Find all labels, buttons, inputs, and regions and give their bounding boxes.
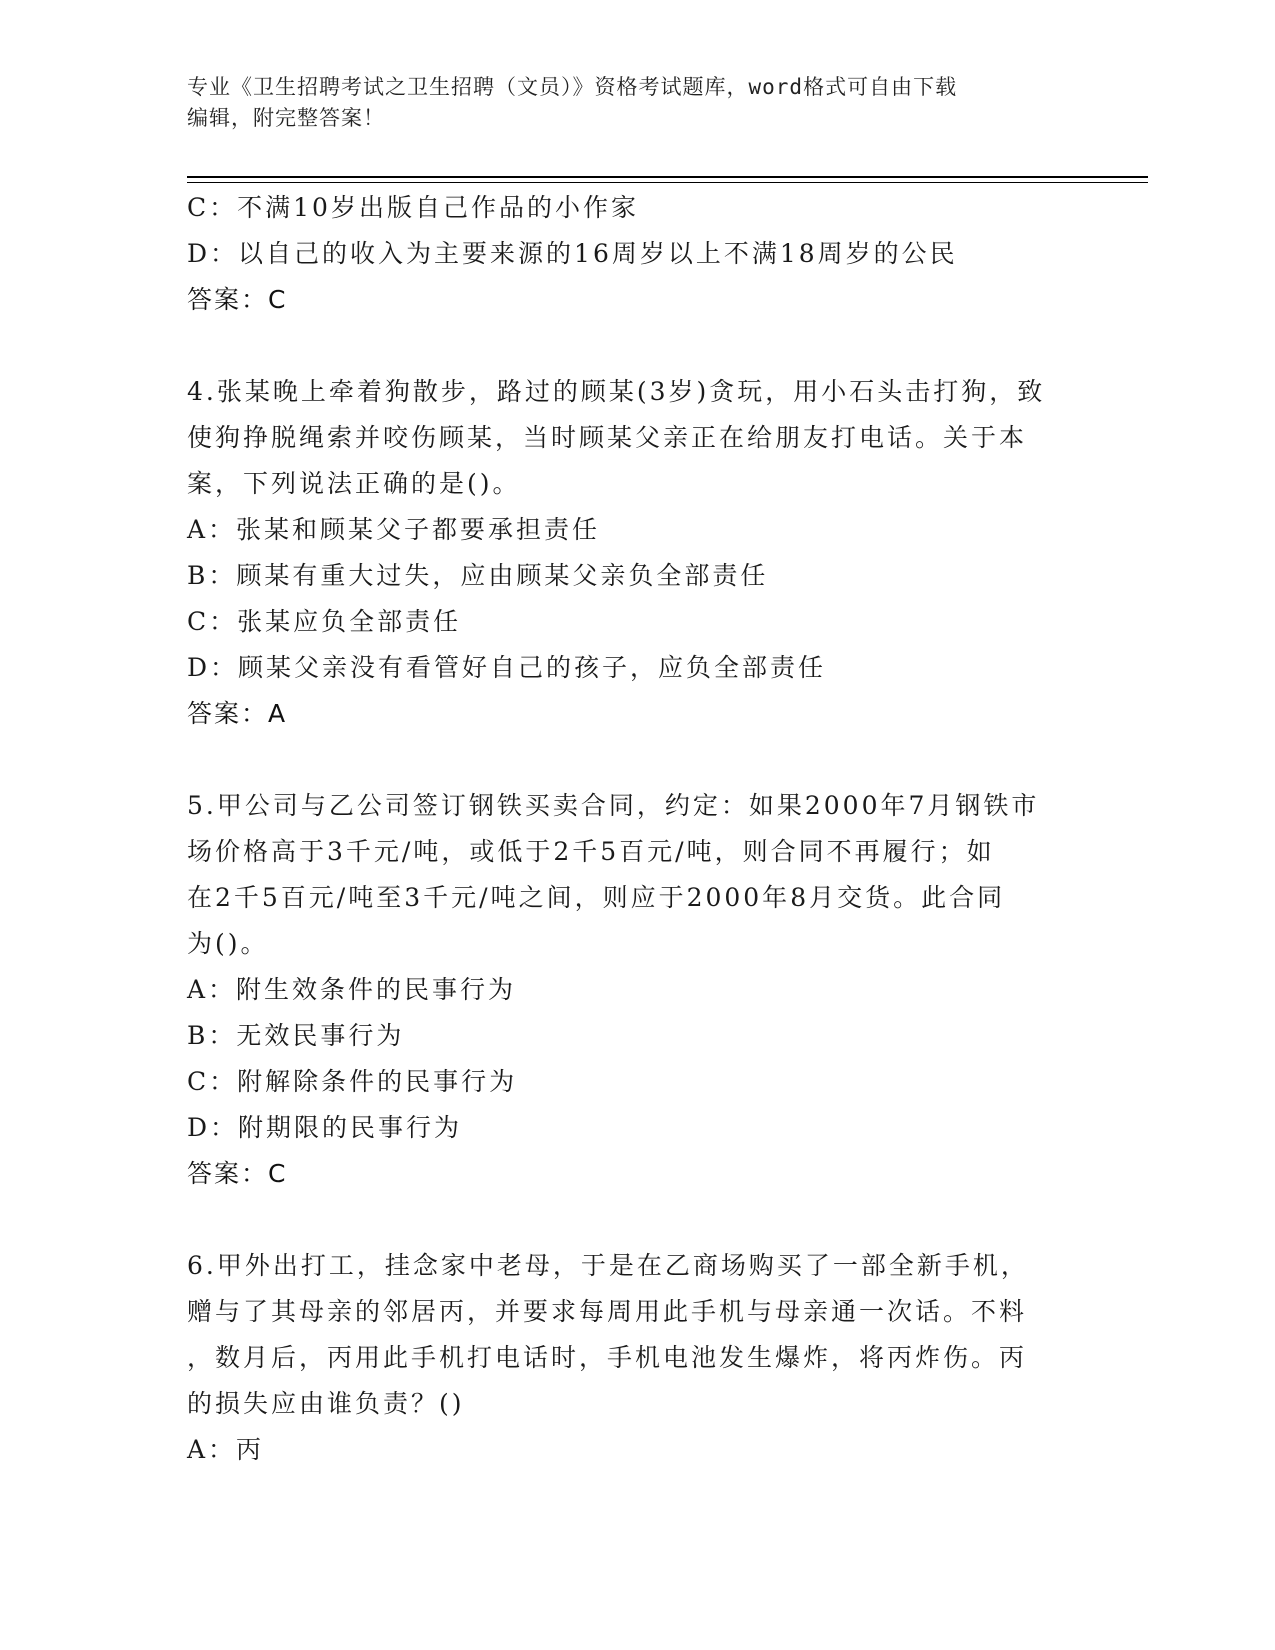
option-a: A：张某和顾某父子都要承担责任 [187, 515, 601, 544]
option-c: C：张某应负全部责任 [187, 607, 462, 636]
question-stem-line: 的损失应由谁负责？() [187, 1389, 465, 1418]
option-a: A：附生效条件的民事行为 [187, 975, 517, 1004]
question-stem-line: 场价格高于3千元/吨，或低于2千5百元/吨，则合同不再履行；如 [187, 837, 995, 866]
header-divider-thick [187, 176, 1148, 178]
question-spacer [187, 323, 1087, 369]
option-b: B：顾某有重大过失，应由顾某父亲负全部责任 [187, 561, 769, 590]
question-list [187, 185, 1087, 1473]
header-line-2: 编辑，附完整答案！ [187, 106, 385, 130]
option-d: D：顾某父亲没有看管好自己的孩子，应负全部责任 [187, 653, 827, 682]
option-d: D：以自己的收入为主要来源的16周岁以上不满18周岁的公民 [187, 239, 958, 268]
answer-label: 答案：C [187, 1159, 288, 1188]
question-stem-line: 在2千5百元/吨至3千元/吨之间，则应于2000年8月交货。此合同 [187, 883, 1006, 912]
question-4 [187, 369, 1087, 737]
option-b: B：无效民事行为 [187, 1021, 405, 1050]
option-c: C：不满10岁出版自己作品的小作家 [187, 193, 639, 222]
option-c: C：附解除条件的民事行为 [187, 1067, 518, 1096]
question-stem-line: 为()。 [187, 929, 269, 958]
question-stem-line: ，数月后，丙用此手机打电话时，手机电池发生爆炸，将丙炸伤。丙 [187, 1343, 1028, 1372]
header-divider-thin [187, 182, 1148, 183]
document-header [187, 72, 1087, 134]
question-6 [187, 1243, 1087, 1473]
question-stem-line: 赠与了其母亲的邻居丙，并要求每周用此手机与母亲通一次话。不料 [187, 1297, 1028, 1326]
header-line-1: 专业《卫生招聘考试之卫生招聘（文员）》资格考试题库，word格式可自由下载 [187, 75, 958, 99]
question-stem-line: 案，下列说法正确的是()。 [187, 469, 521, 498]
question-5 [187, 783, 1087, 1197]
answer-label: 答案：A [187, 699, 288, 728]
question-stem-line: 5.甲公司与乙公司签订钢铁买卖合同，约定：如果2000年7月钢铁市 [187, 791, 1040, 820]
question-spacer [187, 1197, 1087, 1243]
question-spacer [187, 737, 1087, 783]
question-3 [187, 185, 1087, 323]
option-d: D：附期限的民事行为 [187, 1113, 463, 1142]
question-stem-line: 使狗挣脱绳索并咬伤顾某，当时顾某父亲正在给朋友打电话。关于本 [187, 423, 1028, 452]
question-stem-line: 4.张某晚上牵着狗散步，路过的顾某(3岁)贪玩，用小石头击打狗，致 [187, 377, 1046, 406]
option-a: A：丙 [187, 1435, 265, 1464]
answer-label: 答案：C [187, 285, 288, 314]
question-stem-line: 6.甲外出打工，挂念家中老母，于是在乙商场购买了一部全新手机， [187, 1251, 1029, 1280]
